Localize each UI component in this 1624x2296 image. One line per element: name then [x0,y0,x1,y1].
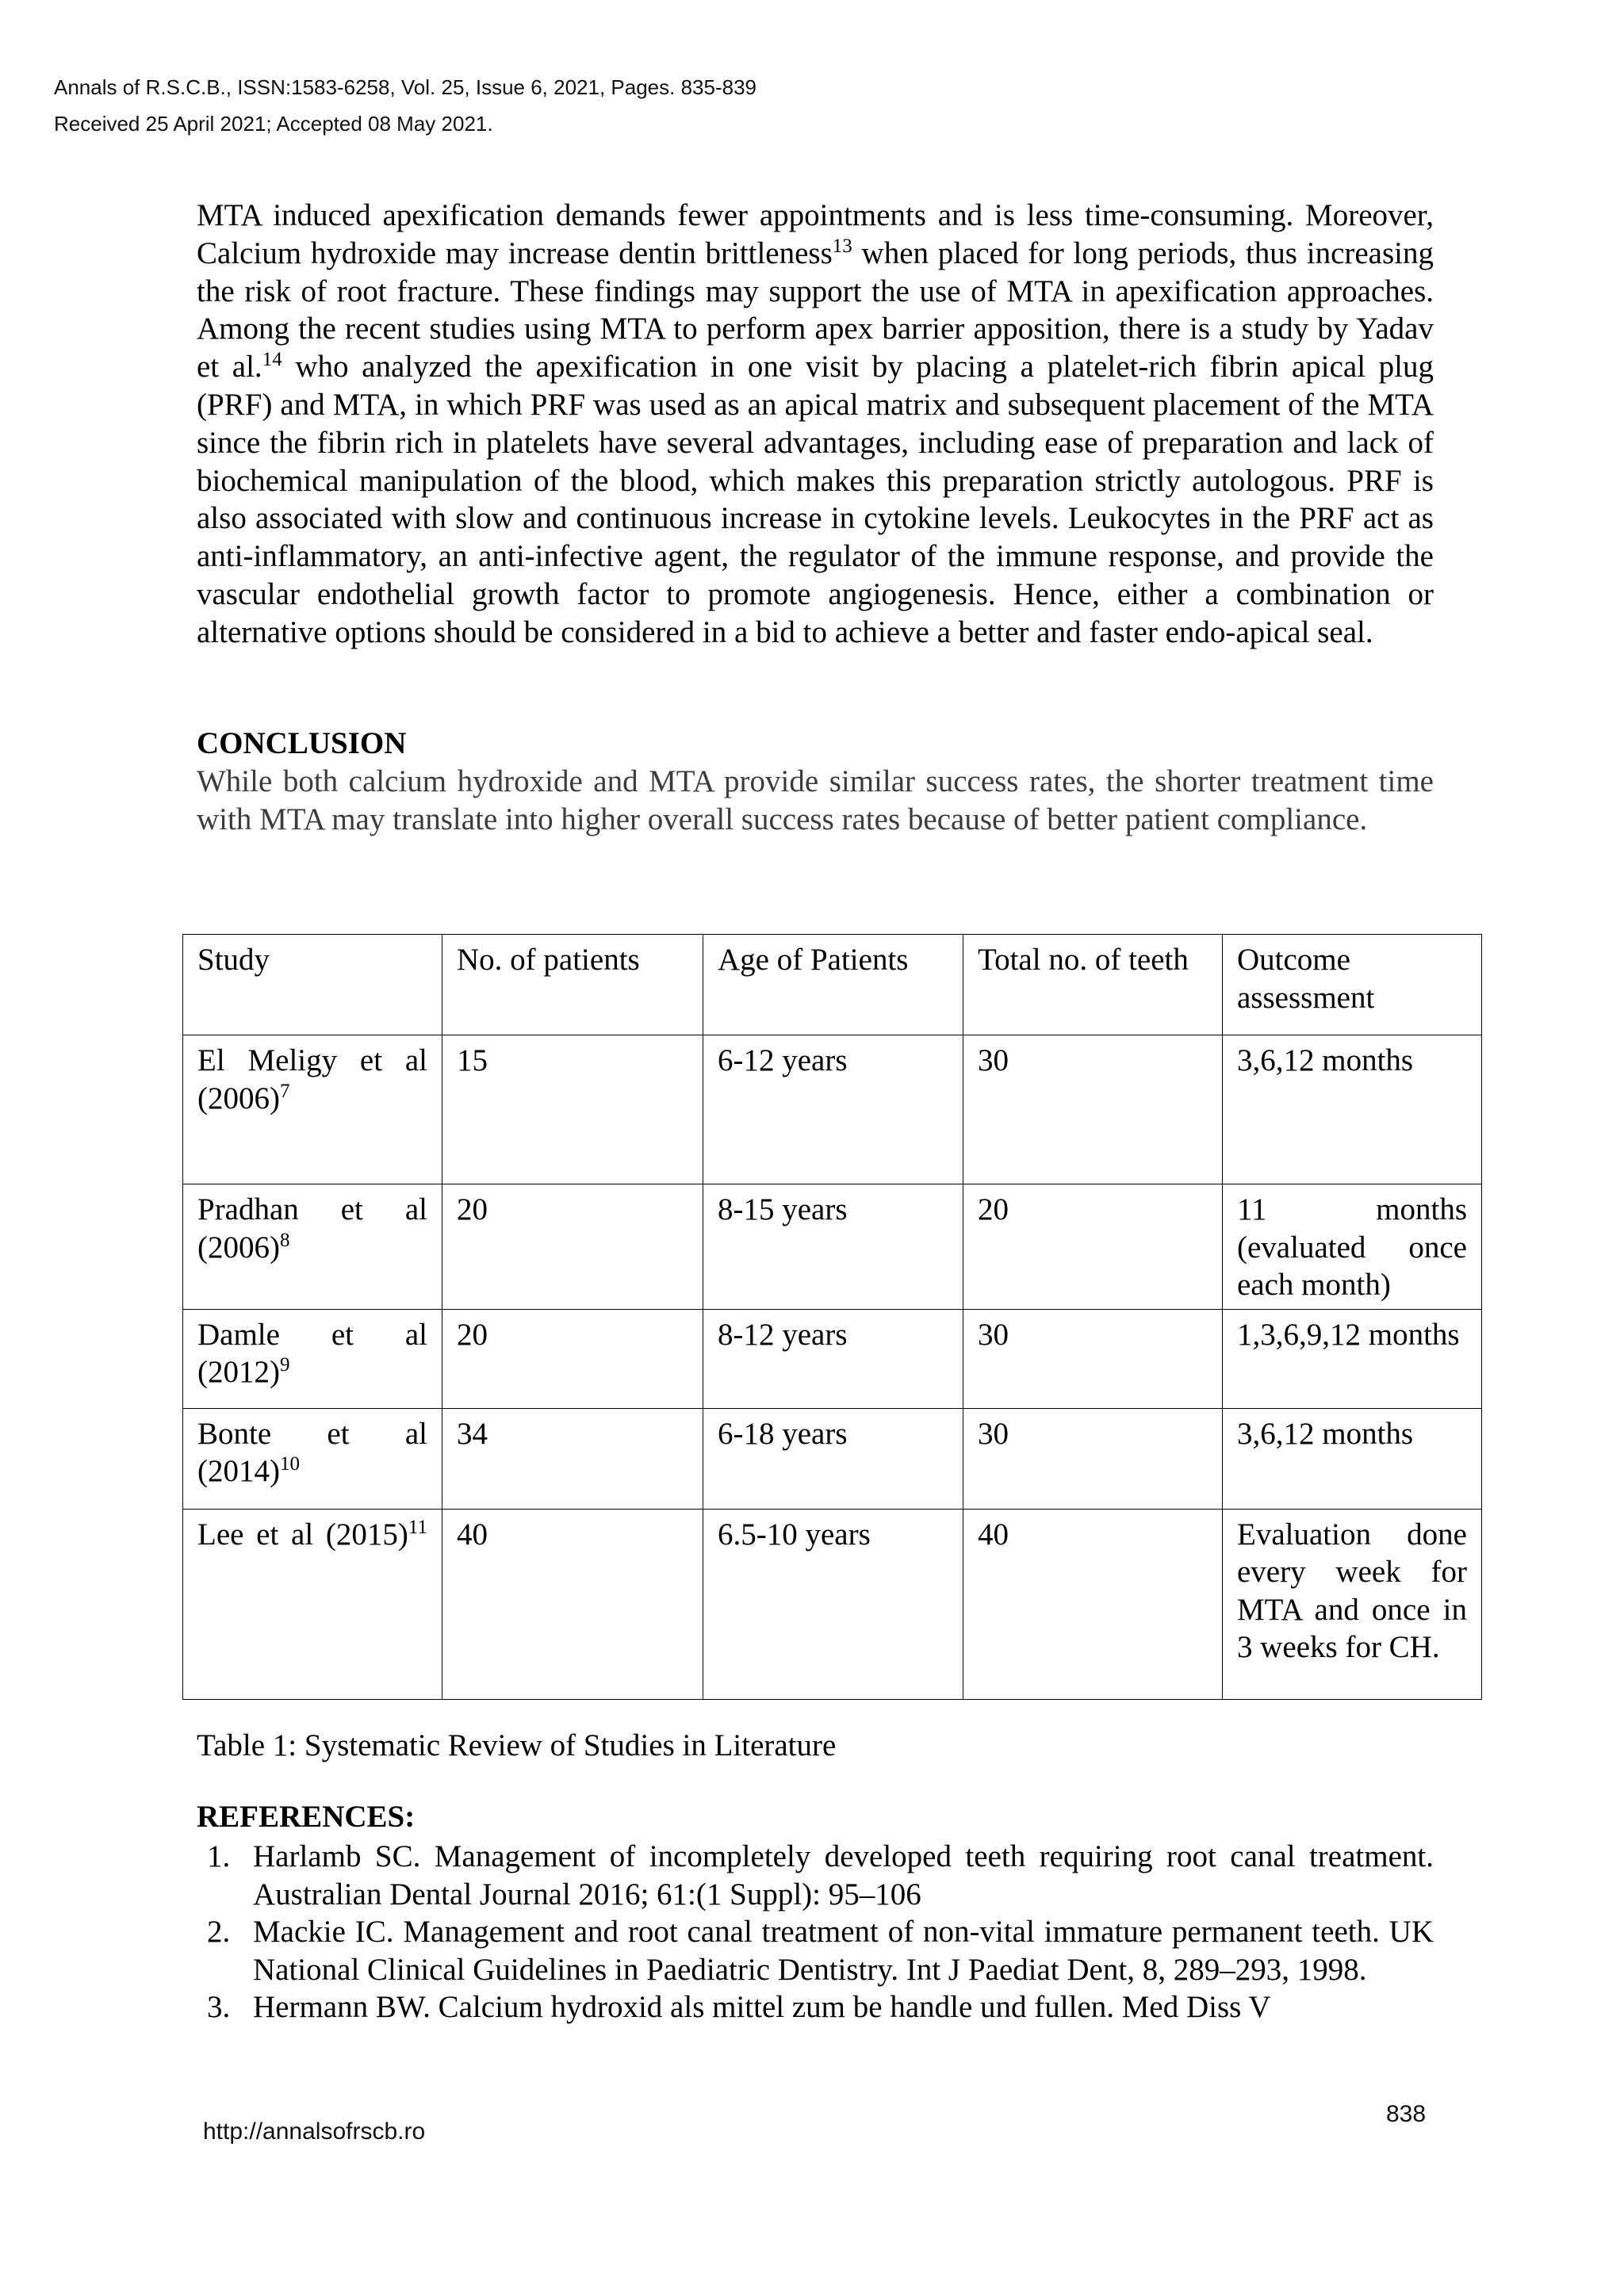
table-header-row [183,935,1482,1035]
table-row [183,1509,1482,1699]
reference-item [197,1838,1434,1913]
teeth-cell: 30 [963,1309,1223,1408]
study-cell: Damle et al $(2012)^9$ [183,1309,442,1408]
patients-cell: 20 [442,1309,703,1408]
age-cell: 6-12 years [703,1035,963,1184]
outcome-cell: 11 months (evaluated once each month) [1223,1184,1482,1310]
page-number: 838 [1386,2101,1427,2127]
age-cell: 6.5-10 years [703,1509,963,1699]
reference-number: 1. [207,1839,231,1873]
patients-cell: 15 [442,1035,703,1184]
header-cell-teeth: Total no. of teeth [963,935,1223,1035]
teeth-cell: 40 [963,1509,1223,1699]
patients-cell: 20 [442,1184,703,1310]
received-accepted-line: Received 25 April 2021; Accepted 08 May 2021. [54,112,493,136]
header-cell-outcome: Outcome assessment [1223,935,1482,1035]
reference-text: Mackie IC. Management and root canal treatment of non-vital immature permanent teeth. UK National Clinical Guidelines in Paediatric Dentistry. Int J Paediat Dent, 8, 289–293, 1998. [253,1915,1434,1987]
table-row [183,1184,1482,1310]
header-cell-age: Age of Patients [703,935,963,1035]
age-cell: 8-12 years [703,1309,963,1408]
reference-item [197,1913,1434,1988]
teeth-cell: 30 [963,1035,1223,1184]
patients-cell: 34 [442,1408,703,1509]
table-row [183,1309,1482,1408]
age-cell: 8-15 years [703,1184,963,1310]
teeth-cell: 20 [963,1184,1223,1310]
header-cell-patients: No. of patients [442,935,703,1035]
paragraph-text: who analyzed the apexification in one visit by placing a platelet-rich fibrin apical plug (PRF) and MTA, in which PRF was used as an apical matrix and subsequent placement of the MTA since the fibrin rich in platelets have several advantages, including ease of preparation and lack of biochemical manipulation of the blood, which makes this preparation strictly autologous. PRF is also associated with slow and continuous increase in cytokine levels. Leukocytes in the PRF act as anti-inflammatory, an anti-infective agent, the regulator of the immune response, and provide the vascular endothelial growth factor to promote angiogenesis. Hence, either a combination or alternative options should be considered in a bid to achieve a better and faster endo-apical seal. [197,350,1434,649]
outcome-cell: 3,6,12 months [1223,1035,1482,1184]
patients-cell: 40 [442,1509,703,1699]
reference-number: 3. [207,1990,231,2024]
reference-number: 2. [207,1915,231,1949]
table-row [183,1035,1482,1184]
footer-url: http://annalsofrscb.ro [203,2118,426,2145]
outcome-cell: 1,3,6,9,12 months [1223,1309,1482,1408]
paragraph-text: MTA induced apexification demands fewer appointments and is less time-consuming. Moreover, Calcium hydroxide may increase dentin brittleness [197,198,1434,270]
outcome-cell: 3,6,12 months [1223,1408,1482,1509]
table-row [183,1408,1482,1509]
reference-text: Hermann BW. Calcium hydroxid als mittel zum be handle und fullen. Med Diss V [253,1990,1271,2024]
study-cell: Pradhan et al $(2006)^8$ [183,1184,442,1310]
study-cell: Bonte et al $(2014)^{10}$ [183,1408,442,1509]
conclusion-heading: CONCLUSION [197,726,407,760]
outcome-cell: Evaluation done every week for MTA and once in 3 weeks for CH. [1223,1509,1482,1699]
study-cell: Lee et al $(2015)^{11}$ [183,1509,442,1699]
teeth-cell: 30 [963,1408,1223,1509]
age-cell: 6-18 years [703,1408,963,1509]
paragraph-text: when placed for long periods, thus increasing the risk of root fracture. These findings may support the use of MTA in apexification approaches. Among the recent studies using MTA to perform apex barrier apposition, there is a study by Yadav et al. [197,235,1434,385]
header-cell-study: Study [183,935,442,1035]
discussion-paragraph [197,197,1434,652]
study-cell: El Meligy et al $(2006)^7$ [183,1035,442,1184]
reference-item [197,1988,1434,2026]
conclusion-text: While both calcium hydroxide and MTA provide similar success rates, the shorter treatment time with MTA may translate into higher overall success rates because of better patient compliance. [197,764,1434,836]
studies-table [182,934,1482,1700]
table-caption: Table 1: Systematic Review of Studies in Literature [197,1728,837,1762]
citation-superscript: 13 [832,235,852,257]
reference-text: Harlamb SC. Management of incompletely developed teeth requiring root canal treatment. Australian Dental Journal 2016; 61:(1 Suppl): 95–106 [253,1839,1434,1911]
journal-header: Annals of R.S.C.B., ISSN:1583-6258, Vol. 25, Issue 6, 2021, Pages. 835-839 [54,75,757,99]
citation-superscript: 14 [262,349,282,371]
references-list [197,1838,1434,2026]
references-heading: REFERENCES: [197,1800,416,1834]
